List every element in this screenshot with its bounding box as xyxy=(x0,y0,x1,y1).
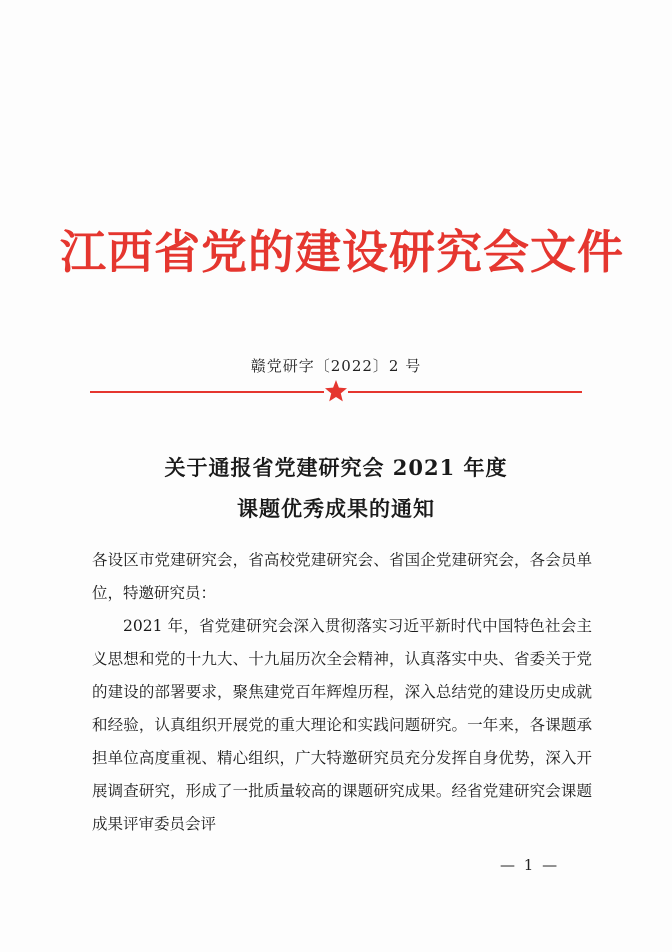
notice-title-line-1: 关于通报省党建研究会 2021 年度 xyxy=(164,455,508,480)
issuer-header-title: 江西省党的建设研究会文件 xyxy=(60,225,624,279)
star-icon xyxy=(324,379,348,403)
addressee-paragraph: 各设区市党建研究会，省高校党建研究会、省国企党建研究会，各会员单位，特邀研究员： xyxy=(92,551,592,602)
divider-line-right xyxy=(348,391,582,393)
body-paragraph: 2021 年，省党建研究会深入贯彻落实习近平新时代中国特色社会主义思想和党的十九大、十九届历次全会精神，认真落实中央、省委关于党的建设的部署要求，聚焦建党百年辉煌历程，深入总结党的建设历史成就和经验，认真组织开展党的重大理论和实践问题研究。一年来，各课题承担单位高度重视、精心组织，广大特邀研究员充分发挥自身优势，深入开展调查研究，形成了一批质量较高的课题研究成果。经省党建研究会课题成果评审委员会评 xyxy=(92,617,592,833)
divider-line-left xyxy=(90,391,324,393)
red-divider xyxy=(90,378,582,408)
notice-title-line-2: 课题优秀成果的通知 xyxy=(237,496,435,521)
document-number: 赣党研字〔2022〕2 号 xyxy=(250,357,422,375)
page-number: — 1 — xyxy=(500,856,560,874)
